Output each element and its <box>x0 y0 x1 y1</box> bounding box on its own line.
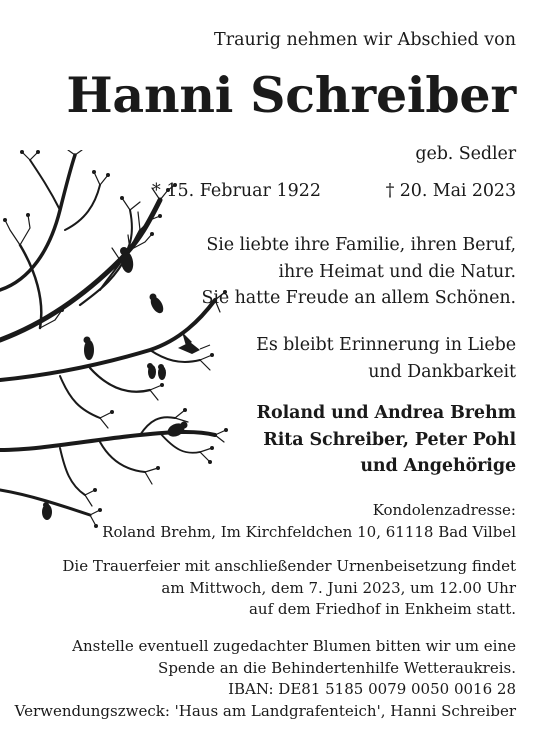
tree-branches-with-birds-icon <box>0 150 230 540</box>
mourners <box>257 400 516 480</box>
condolence-label: Kondolenzadresse: <box>372 501 516 519</box>
mourner-line: Roland und Andrea Brehm <box>256 403 516 423</box>
donation-line: Spende an die Behindertenhilfe Wetteraukreis. <box>158 658 516 677</box>
death-date: † 20. Mai 2023 <box>385 181 516 201</box>
iban-line: IBAN: DE81 5185 0079 0050 0016 28 <box>228 680 516 698</box>
memory-text <box>256 332 516 385</box>
funeral-line: am Mittwoch, dem 7. Juni 2023, um 12.00 Uhr <box>161 578 516 597</box>
birth-name: geb. Sedler <box>415 144 516 164</box>
condolence-address <box>102 500 516 543</box>
verse-line: Sie liebte ihre Familie, ihren Beruf, <box>206 235 516 255</box>
donation-info <box>15 636 516 722</box>
condolence-line: Roland Brehm, Im Kirchfeldchen 10, 61118 Bad Vilbel <box>102 522 516 541</box>
funeral-info <box>62 556 516 621</box>
birth-date: * 15. Februar 1922 <box>152 181 321 201</box>
mourner-line: Rita Schreiber, Peter Pohl <box>263 429 516 450</box>
deceased-name: Hanni Schreiber <box>66 66 516 124</box>
purpose-line: Verwendungszweck: 'Haus am Landgrafenteich', Hanni Schreiber <box>14 701 516 720</box>
mourner-line: und Angehörige <box>360 456 516 476</box>
verse-line: ihre Heimat und die Natur. <box>278 261 516 282</box>
donation-line: Anstelle eventuell zugedachter Blumen bitten wir um eine <box>72 637 516 655</box>
memory-line: Es bleibt Erinnerung in Liebe <box>256 335 516 355</box>
verse <box>201 232 516 312</box>
funeral-line: Die Trauerfeier mit anschließender Urnenbeisetzung findet <box>62 557 516 575</box>
verse-line: Sie hatte Freude an allem Schönen. <box>201 288 516 308</box>
heading: Traurig nehmen wir Abschied von <box>214 30 516 50</box>
memory-line: und Dankbarkeit <box>368 361 516 382</box>
funeral-line: auf dem Friedhof in Enkheim statt. <box>248 600 516 618</box>
